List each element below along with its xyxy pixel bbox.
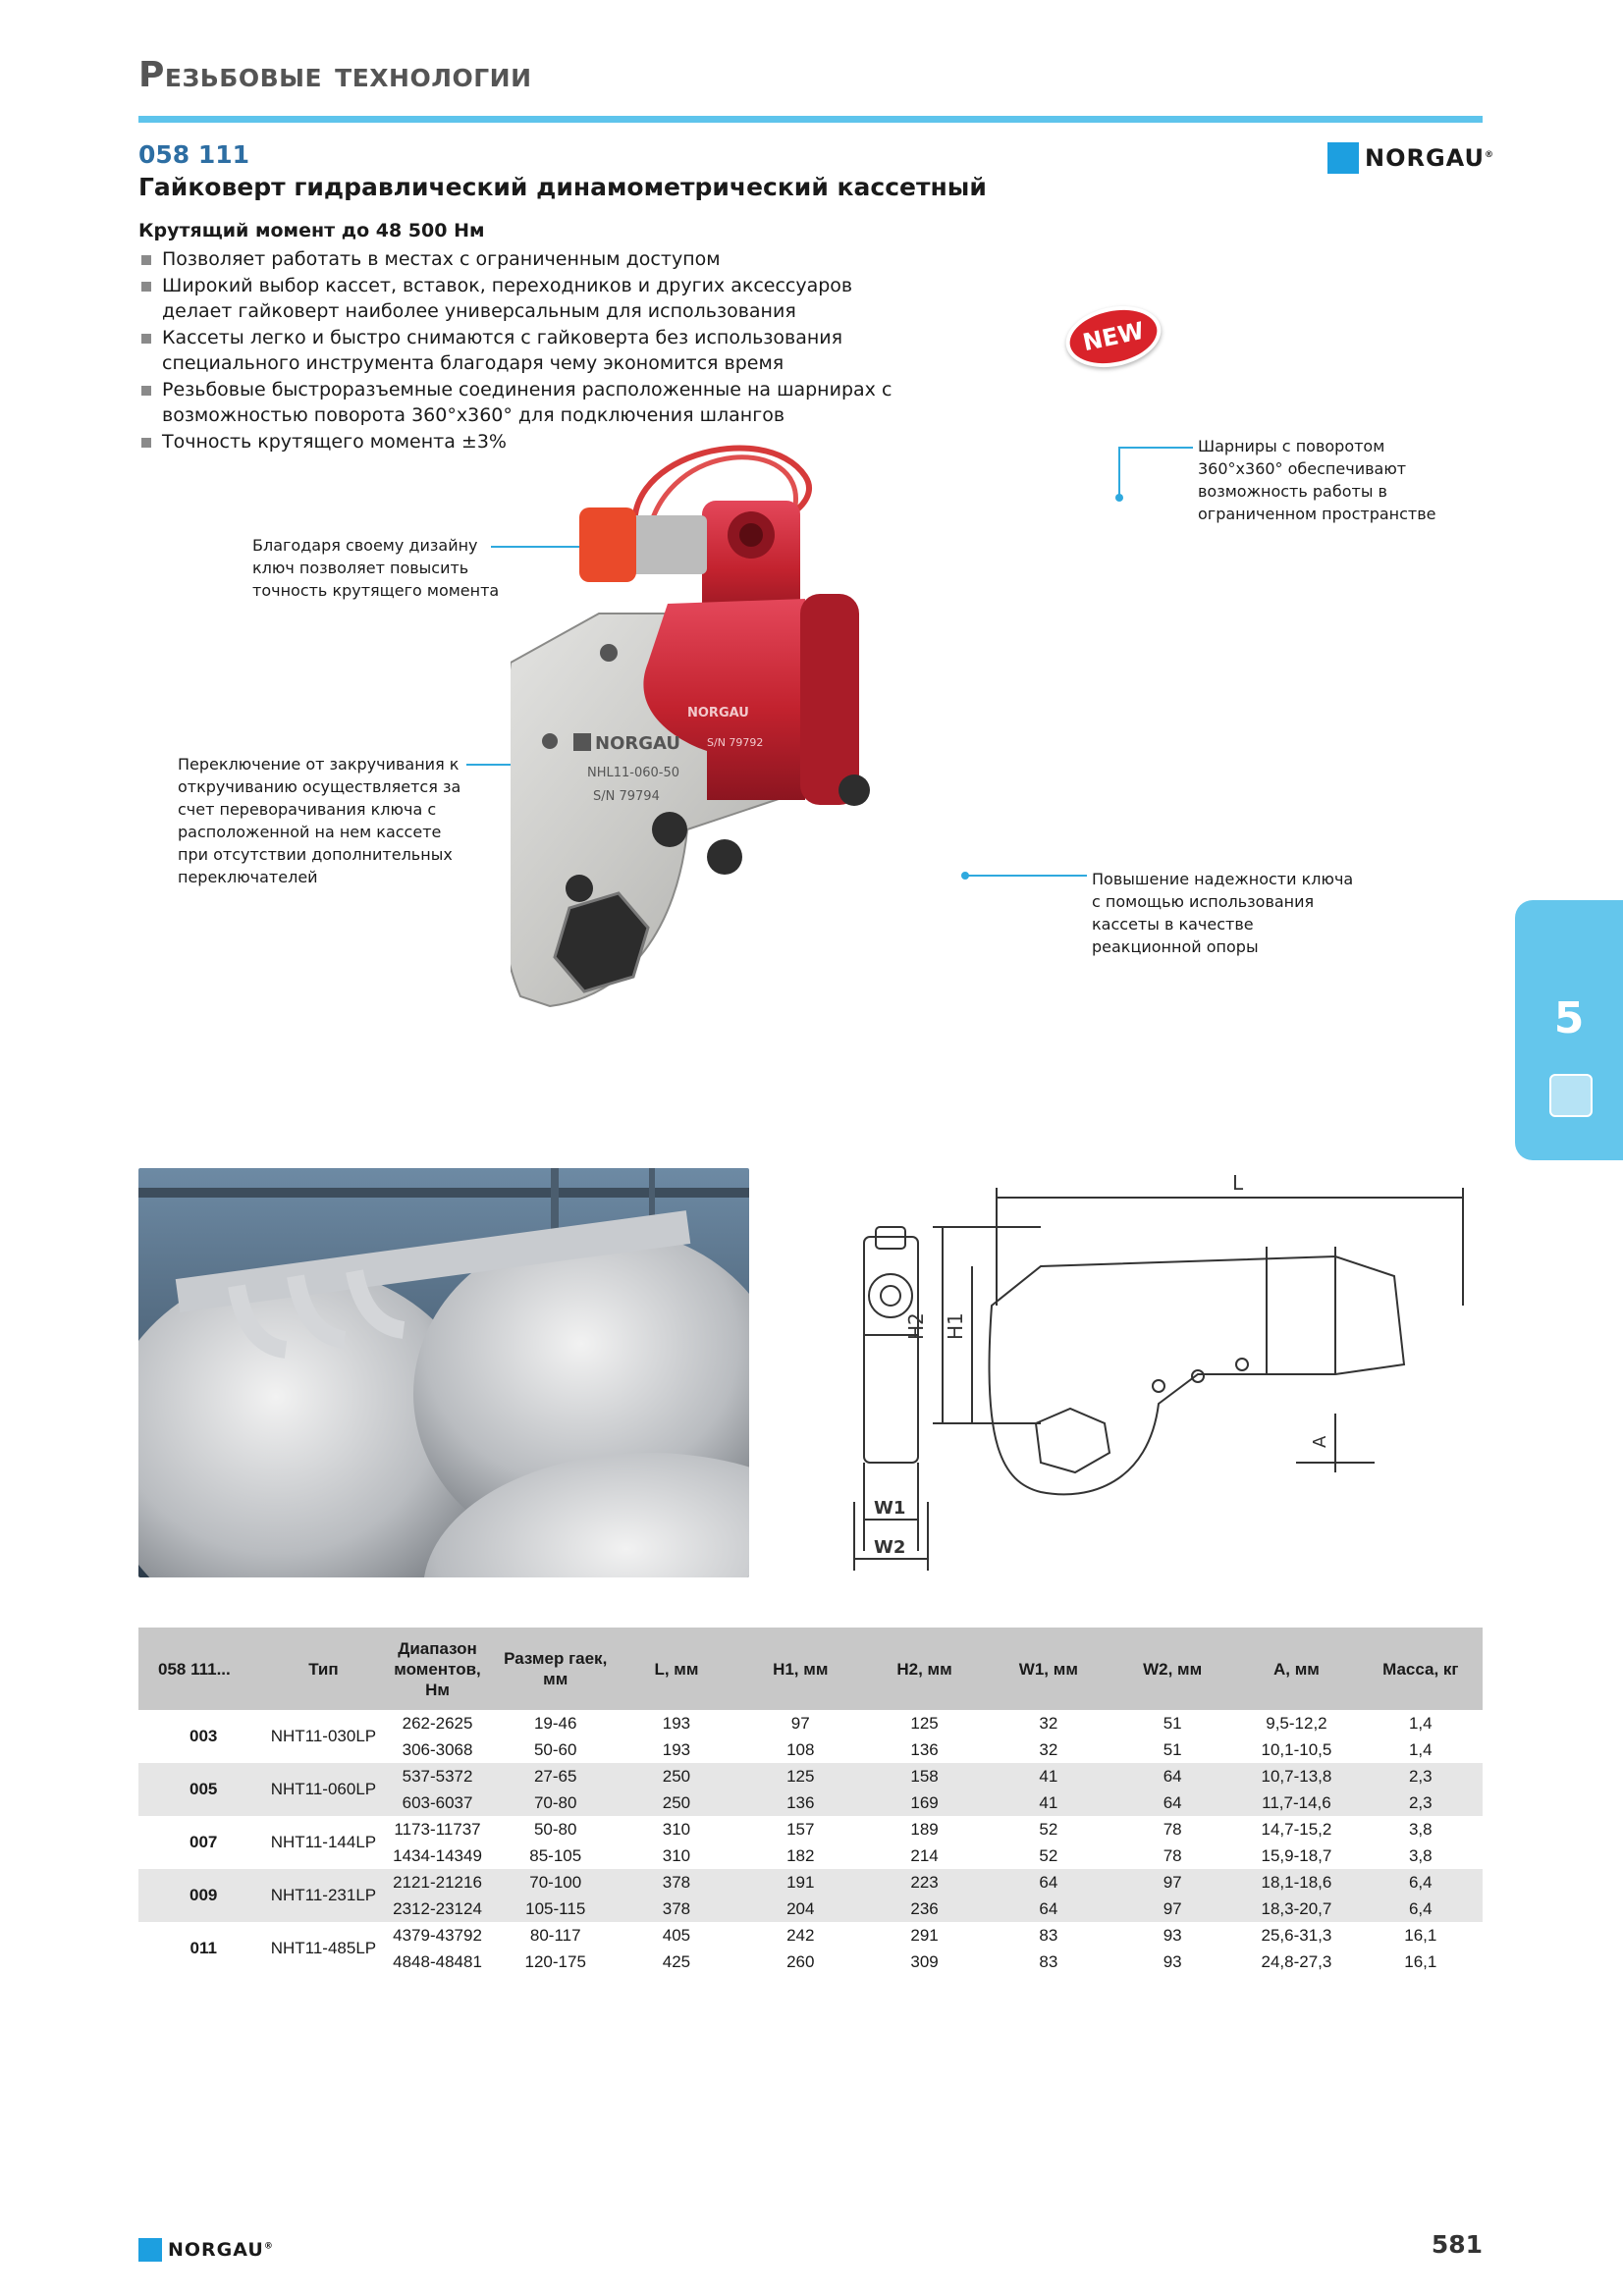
callout-switch: Переключение от закручивания к откручиванию осуществляется за счет переворачивания ключа с расположенной на нем кассете при отсутствии дополнительных переключателей (178, 755, 461, 886)
table-cell: 2,3 (1359, 1789, 1483, 1816)
table-cell: 125 (738, 1763, 862, 1789)
table-cell: 41 (987, 1789, 1110, 1816)
table-cell: 6,4 (1359, 1869, 1483, 1896)
cell-type: NHT11-231LP (268, 1869, 378, 1922)
dim-w1-label: W1 (874, 1498, 906, 1519)
wrench-illustration (511, 417, 1198, 1104)
table-cell: 18,1-18,6 (1234, 1869, 1358, 1896)
col-type: Тип (268, 1628, 378, 1710)
dim-h1-label: H1 (944, 1312, 967, 1340)
callout-reliability: Повышение надежности ключа с помощью использования кассеты в качестве реакционной опоры (1092, 870, 1354, 956)
cell-type: NHT11-030LP (270, 1727, 377, 1745)
table-cell: 78 (1163, 1845, 1182, 1865)
body-serial-label: S/N 79792 (707, 736, 764, 749)
col-w1: W1, мм (987, 1628, 1110, 1710)
table-cell: 236 (862, 1896, 986, 1922)
footer-brand-logo (138, 2238, 274, 2262)
table-cell: 136 (910, 1739, 939, 1759)
table-cell: 310 (662, 1819, 691, 1839)
table-cell: 2121-21216 (378, 1869, 496, 1896)
table-cell: 242 (786, 1925, 815, 1945)
table-cell: 378 (615, 1869, 738, 1896)
table-cell: 14,7-15,2 (1261, 1819, 1332, 1839)
table-cell: 1,4 (1408, 1713, 1433, 1733)
table-cell: 537-5372 (378, 1763, 496, 1789)
table-cell: 2312-23124 (378, 1896, 496, 1922)
table-cell: 64 (987, 1896, 1110, 1922)
table-cell: 10,1-10,5 (1261, 1739, 1332, 1759)
feature-item: Позволяет работать в местах с ограниченным доступом (138, 246, 924, 273)
table-cell: 93 (1163, 1925, 1182, 1945)
table-cell: 15,9-18,7 (1261, 1845, 1332, 1865)
table-cell: 52 (1039, 1819, 1058, 1839)
table-cell: 52 (1039, 1845, 1058, 1865)
callout-hinges: Шарниры с поворотом 360°x360° обеспечивают возможность работы в ограниченном пространстве (1198, 437, 1436, 523)
footer-brand-name: NORGAU (168, 2239, 264, 2261)
feature-item: Широкий выбор кассет, вставок, переходников и других аксессуаров делает гайковерт наиболее универсальным для использования (138, 273, 924, 325)
new-badge-label: NEW (1080, 316, 1147, 357)
table-cell: 3,8 (1408, 1845, 1433, 1865)
col-l: L, мм (615, 1628, 738, 1710)
table-cell: 50-60 (533, 1739, 577, 1759)
cell-article-code: 009 (138, 1869, 268, 1922)
section-title: Резьбовые технологии (138, 55, 532, 95)
table-cell: 78 (1163, 1819, 1182, 1839)
table-cell: 70-80 (497, 1789, 615, 1816)
table-cell: 204 (738, 1896, 862, 1922)
table-cell: 182 (786, 1845, 815, 1865)
table-cell: 80-117 (529, 1925, 581, 1945)
table-cell: 193 (662, 1713, 691, 1733)
table-cell: 9,5-12,2 (1266, 1713, 1327, 1733)
article-number: 058 111 (138, 140, 250, 169)
cell-type: NHT11-060LP (268, 1763, 378, 1816)
table-cell: 108 (786, 1739, 815, 1759)
table-cell: 310 (662, 1845, 691, 1865)
spec-table (138, 1628, 1483, 1975)
table-cell: 18,3-20,7 (1234, 1896, 1358, 1922)
table-cell: 51 (1163, 1713, 1182, 1733)
table-cell: 4848-48481 (393, 1951, 482, 1971)
table-cell: 3,8 (1408, 1819, 1433, 1839)
table-cell: 136 (738, 1789, 862, 1816)
table-cell: 169 (862, 1789, 986, 1816)
body-brand-label: NORGAU (687, 706, 749, 721)
table-cell: 603-6037 (378, 1789, 496, 1816)
table-cell: 41 (987, 1763, 1110, 1789)
table-header-row (138, 1628, 1483, 1710)
dim-a-label: A (1310, 1435, 1330, 1448)
feature-item: Кассеты легко и быстро снимаются с гайковерта без использования специального инструмента благодаря чему экономится время (138, 325, 924, 377)
table-cell: 97 (790, 1713, 810, 1733)
table-cell: 158 (862, 1763, 986, 1789)
col-h2: H2, мм (862, 1628, 986, 1710)
table-cell: 306-3068 (402, 1739, 473, 1759)
table-cell: 24,8-27,3 (1261, 1951, 1332, 1971)
brand-mark: ® (1485, 150, 1494, 160)
table-cell: 11,7-14,6 (1234, 1789, 1358, 1816)
table-cell: 93 (1163, 1951, 1182, 1971)
table-cell: 51 (1163, 1739, 1182, 1759)
table-row (138, 1816, 1483, 1842)
table-cell: 189 (910, 1819, 939, 1839)
brand-name: NORGAU (1365, 144, 1485, 172)
table-cell: 405 (662, 1925, 691, 1945)
table-cell: 25,6-31,3 (1261, 1925, 1332, 1945)
table-cell: 16,1 (1404, 1925, 1437, 1945)
cell-type: NHT11-485LP (270, 1939, 377, 1957)
table-row (138, 1922, 1483, 1949)
cell-article-code: 007 (189, 1833, 218, 1851)
dim-w2-label: W2 (874, 1537, 906, 1558)
table-cell: 425 (662, 1951, 691, 1971)
table-cell: 120-175 (524, 1951, 586, 1971)
table-cell: 260 (786, 1951, 815, 1971)
dimension-drawing (825, 1168, 1483, 1585)
table-cell: 64 (1110, 1763, 1234, 1789)
table-cell: 10,7-13,8 (1234, 1763, 1358, 1789)
table-cell: 378 (615, 1896, 738, 1922)
application-photo (138, 1168, 749, 1577)
table-cell: 1,4 (1408, 1739, 1433, 1759)
thread-tool-icon (1549, 1074, 1593, 1117)
col-article: 058 111... (138, 1628, 268, 1710)
table-cell: 64 (1110, 1789, 1234, 1816)
col-mass: Масса, кг (1359, 1628, 1483, 1710)
table-cell: 64 (987, 1869, 1110, 1896)
table-cell: 83 (1039, 1951, 1058, 1971)
table-cell: 1434-14349 (393, 1845, 482, 1865)
table-cell: 4379-43792 (393, 1925, 482, 1945)
table-row (138, 1869, 1483, 1896)
table-cell: 105-115 (497, 1896, 615, 1922)
col-w2: W2, мм (1110, 1628, 1234, 1710)
table-cell: 2,3 (1359, 1763, 1483, 1789)
table-cell: 83 (1039, 1925, 1058, 1945)
table-cell: 19-46 (533, 1713, 577, 1733)
table-cell: 193 (662, 1739, 691, 1759)
table-cell: 125 (910, 1713, 939, 1733)
page-number: 581 (1431, 2230, 1483, 2259)
table-cell: 97 (1110, 1896, 1234, 1922)
table-cell: 157 (786, 1819, 815, 1839)
table-cell: 32 (1039, 1739, 1058, 1759)
table-cell: 223 (862, 1869, 986, 1896)
table-cell: 191 (738, 1869, 862, 1896)
dim-l-label: L (1232, 1171, 1244, 1195)
table-cell: 250 (615, 1789, 738, 1816)
table-cell: 250 (615, 1763, 738, 1789)
product-title: Гайковерт гидравлический динамометрический кассетный (138, 173, 987, 201)
callout-design: Благодаря своему дизайну ключ позволяет повысить точность крутящего момента (252, 536, 500, 600)
footer-brand-mark: ® (263, 2241, 274, 2252)
table-cell: 214 (910, 1845, 939, 1865)
table-cell: 291 (910, 1925, 939, 1945)
tool-serial-label: S/N 79794 (593, 789, 660, 804)
table-cell: 85-105 (529, 1845, 582, 1865)
col-torque-range: Диапазон моментов, Нм (378, 1628, 496, 1710)
col-h1: H1, мм (738, 1628, 862, 1710)
col-a: A, мм (1234, 1628, 1358, 1710)
table-cell: 27-65 (497, 1763, 615, 1789)
cell-article-code: 011 (189, 1939, 217, 1957)
table-cell: 1173-11737 (394, 1819, 481, 1839)
table-cell: 70-100 (497, 1869, 615, 1896)
table-row (138, 1710, 1483, 1736)
col-nut-size: Размер гаек, мм (497, 1628, 615, 1710)
dim-h2-label: H2 (904, 1312, 928, 1340)
table-cell: 262-2625 (402, 1713, 473, 1733)
feature-item: Точность крутящего момента ±3% (138, 429, 924, 455)
table-cell: 6,4 (1359, 1896, 1483, 1922)
table-cell: 309 (910, 1951, 939, 1971)
table-cell: 50-80 (533, 1819, 577, 1839)
table-cell: 16,1 (1404, 1951, 1437, 1971)
tool-brand-label: NORGAU (595, 733, 680, 754)
chapter-number: 5 (1553, 993, 1585, 1043)
table-cell: 97 (1110, 1869, 1234, 1896)
cell-article-code: 005 (138, 1763, 268, 1816)
footer-brand-square-icon (138, 2238, 162, 2262)
table-row (138, 1763, 1483, 1789)
cell-type: NHT11-144LP (270, 1833, 377, 1851)
torque-heading: Крутящий момент до 48 500 Нм (138, 220, 485, 241)
feature-item: Резьбовые быстроразъемные соединения расположенные на шарнирах с возможностью поворота 360°x360° для подключения шлангов (138, 377, 924, 429)
tool-model-label: NHL11-060-50 (587, 766, 680, 780)
table-cell: 32 (1039, 1713, 1058, 1733)
cell-article-code: 003 (189, 1727, 218, 1745)
chapter-tab (1515, 900, 1623, 1160)
